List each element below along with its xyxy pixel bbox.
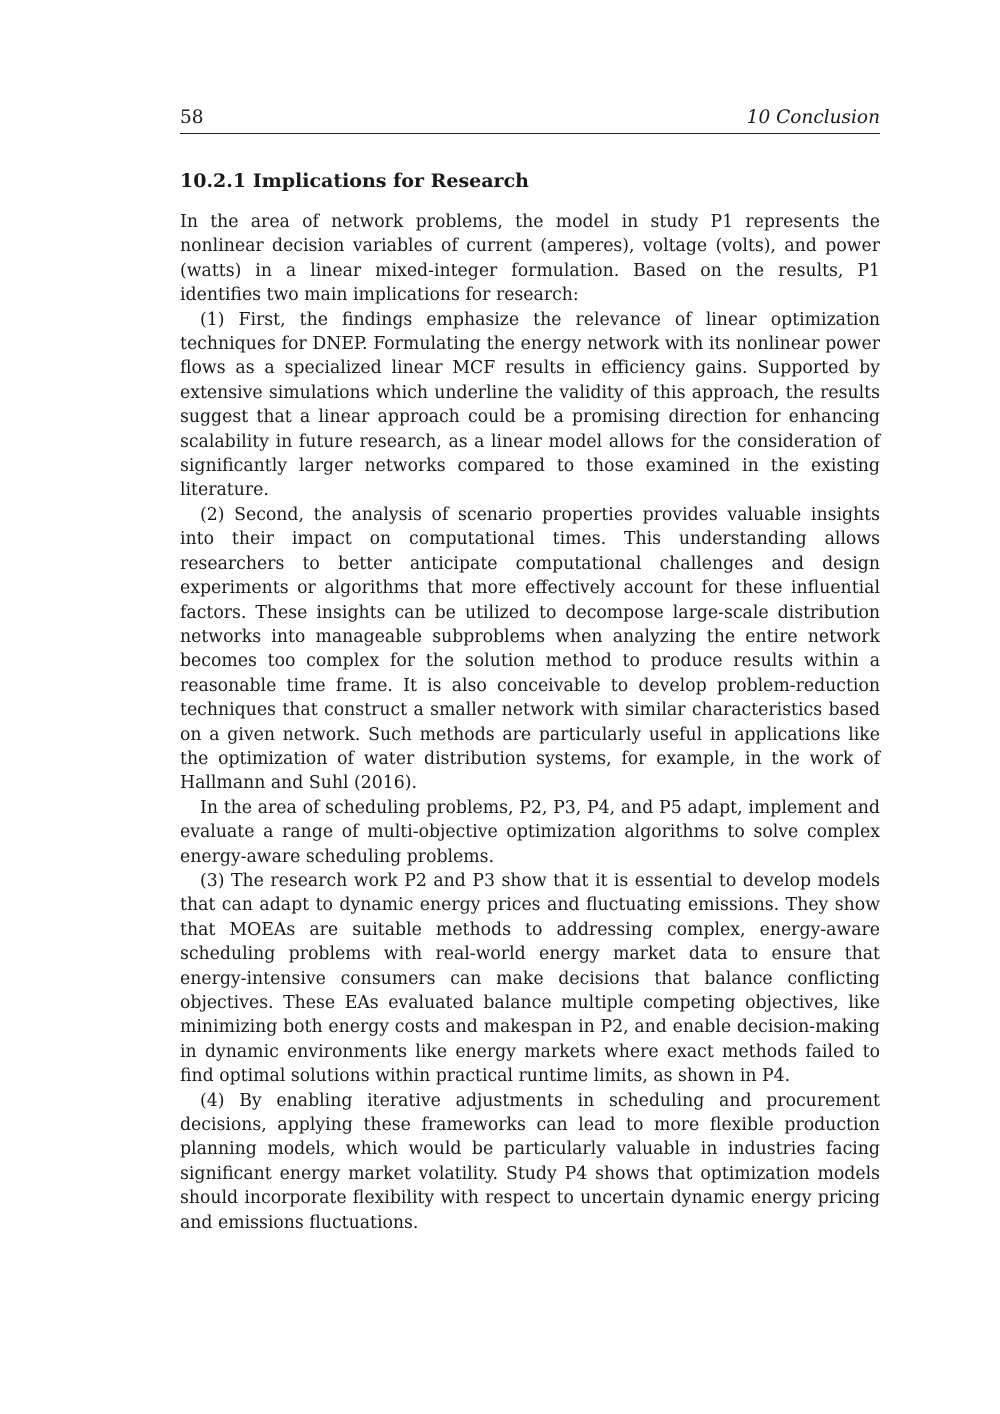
paragraph-implication-1: (1) First, the findings emphasize the relevance of linear optimization techniques for DNEP. Formulating the energy network with its nonlinear power flows as a specialized linear MCF results in efficiency gains. Supported by extensive simulations which underline the validity of this approach, the results suggest that a linear approach could be a promising direction for enhancing scalability in future research, as a linear model allows for the consideration of significantly larger networks compared to those examined in the existing literature.	[180, 309, 880, 501]
page-number: 58	[180, 107, 204, 128]
section-heading: 10.2.1 Implications for Research	[180, 170, 529, 192]
paragraph-intro-scheduling: In the area of scheduling problems, P2, P3, P4, and P5 adapt, implement and evaluate a range of multi-objective optimization algorithms to solve complex energy-aware scheduling problems.	[180, 797, 880, 867]
chapter-title: 10 Conclusion	[746, 107, 880, 128]
body-text	[180, 210, 880, 1235]
paragraph-implication-3: (3) The research work P2 and P3 show that it is essential to develop models that can adapt to dynamic energy prices and fluctuating emissions. They show that MOEAs are suitable methods to addressing complex, energy-aware scheduling problems with real-world energy market data to ensure that energy-intensive consumers can make decisions that balance conflicting objectives. These EAs evaluated balance multiple competing objectives, like minimizing both energy costs and makespan in P2, and enable decision-making in dynamic environments like energy markets where exact methods failed to find optimal solutions within practical runtime limits, as shown in P4.	[180, 870, 880, 1087]
paragraph-intro-network: In the area of network problems, the model in study P1 represents the nonlinear decision variables of current (amperes), voltage (volts), and power (watts) in a linear mixed-integer formulation. Based on the results, P1 identifies two main implications for research:	[180, 212, 880, 306]
paragraph-implication-4: (4) By enabling iterative adjustments in scheduling and procurement decisions, applying these frameworks can lead to more flexible production planning models, which would be particularly valuable in industries facing significant energy market volatility. Study P4 shows that optimization models should incorporate flexibility with respect to uncertain dynamic energy pricing and emissions fluctuations.	[180, 1090, 880, 1233]
running-head	[180, 107, 880, 134]
paragraph-implication-2: (2) Second, the analysis of scenario properties provides valuable insights into their impact on computational times. This understanding allows researchers to better anticipate computational challenges and design experiments or algorithms that more effectively account for these influential factors. These insights can be utilized to decompose large-scale distribution networks into manageable subproblems when analyzing the entire network becomes too complex for the solution method to produce results within a reasonable time frame. It is also conceivable to develop problem-reduction techniques that construct a smaller network with similar characteristics based on a given network. Such methods are particularly useful in applications like the optimization of water distribution systems, for example, in the work of Hallmann and Suhl (2016).	[180, 504, 880, 794]
